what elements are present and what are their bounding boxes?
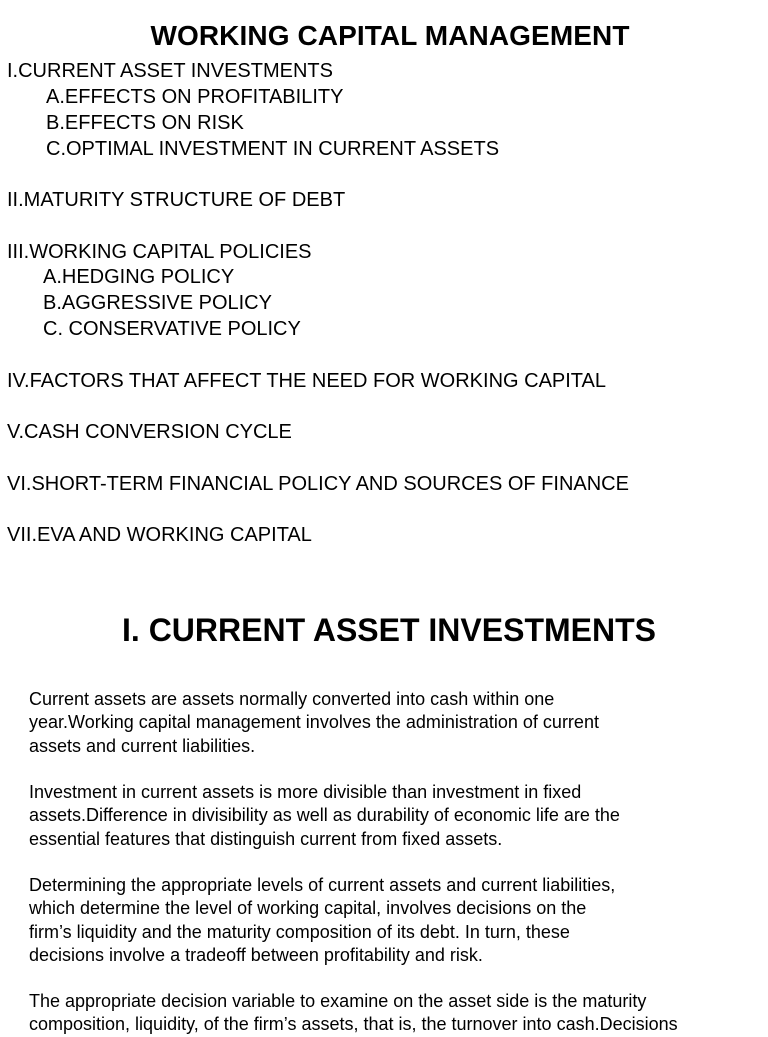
document-title: WORKING CAPITAL MANAGEMENT	[150, 20, 630, 51]
outline-item-iii: III.WORKING CAPITAL POLICIES	[7, 241, 312, 263]
outline-item-i-c: C.OPTIMAL INVESTMENT IN CURRENT ASSETS	[46, 138, 500, 160]
outline-item-i-a: A.EFFECTS ON PROFITABILITY	[46, 86, 344, 108]
paragraph-3: Determining the appropriate levels of current assets and current liabilities, which determine the level of working capital, involves decisions on the firm’s liquidity and the maturity composition of its debt. In turn, these decisions involve a tradeoff between profitability and risk.	[29, 875, 616, 965]
outline-item-i: I.CURRENT ASSET INVESTMENTS	[7, 60, 333, 82]
outline-item-vi: VI.SHORT-TERM FINANCIAL POLICY AND SOURCES OF FINANCE	[7, 473, 629, 495]
outline-item-vii: VII.EVA AND WORKING CAPITAL	[7, 524, 312, 546]
paragraph-4: The appropriate decision variable to examine on the asset side is the maturity composition, liquidity, of the firm’s assets, that is, the turnover into cash.Decisions	[29, 991, 678, 1035]
section-heading: I. CURRENT ASSET INVESTMENTS	[122, 612, 656, 648]
outline-item-i-b: B.EFFECTS ON RISK	[46, 112, 244, 134]
outline-item-v: V.CASH CONVERSION CYCLE	[7, 421, 292, 443]
outline-item-iii-c: C. CONSERVATIVE POLICY	[43, 318, 301, 340]
paragraph-2: Investment in current assets is more divisible than investment in fixed assets.Difference in divisibility as well as durability of economic life are the essential features that distinguish current from fixed assets.	[29, 782, 620, 849]
outline-item-iii-a: A.HEDGING POLICY	[43, 266, 235, 288]
outline-item-iii-b: B.AGGRESSIVE POLICY	[43, 292, 272, 314]
paragraph-1: Current assets are assets normally converted into cash within one year.Working capital management involves the administration of current assets and current liabilities.	[29, 689, 599, 756]
outline-item-ii: II.MATURITY STRUCTURE OF DEBT	[7, 189, 346, 211]
outline-item-iv: IV.FACTORS THAT AFFECT THE NEED FOR WORKING CAPITAL	[7, 370, 606, 392]
